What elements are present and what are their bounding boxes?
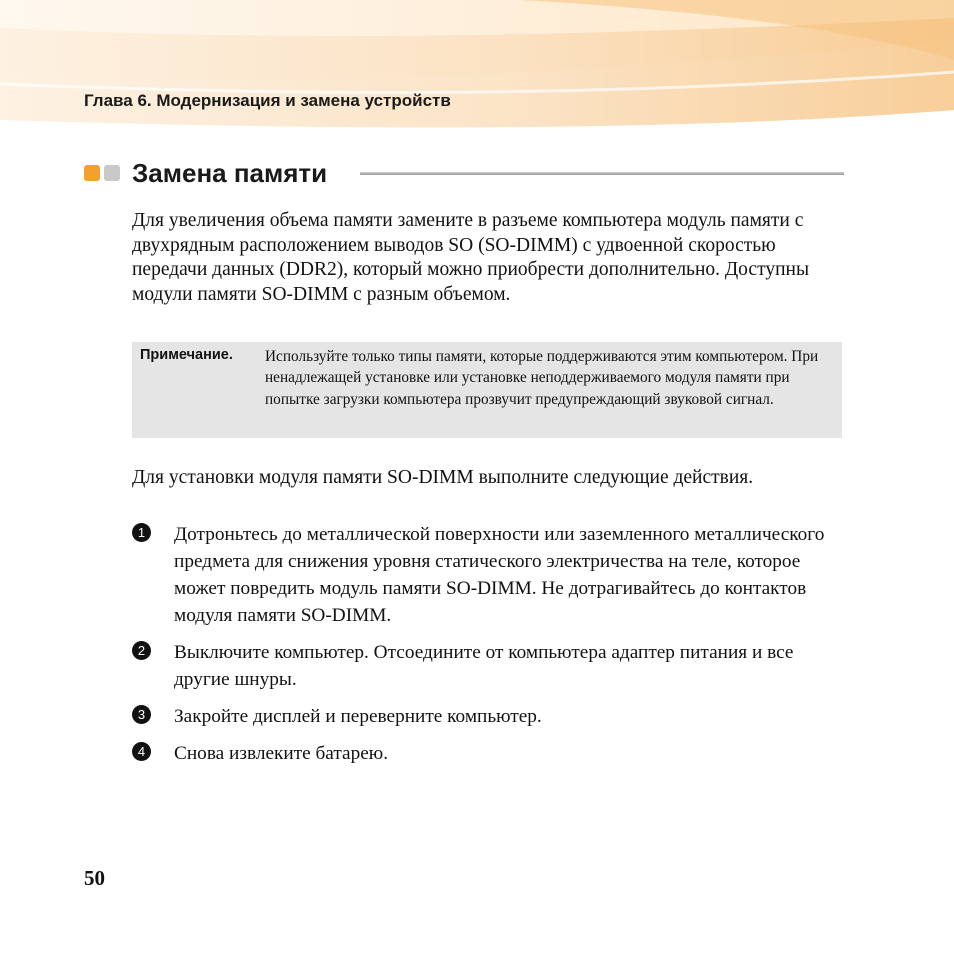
- step-number-badge: 1: [132, 523, 151, 542]
- note-box: [132, 342, 842, 438]
- step-text: Выключите компьютер. Отсоедините от компьютера адаптер питания и все другие шнуры.: [174, 642, 794, 690]
- gray-bullet-icon: [104, 165, 120, 181]
- step-number-badge: 4: [132, 742, 151, 761]
- note-label: Примечание.: [140, 347, 233, 363]
- step-number-badge: 2: [132, 641, 151, 660]
- chapter-title: Глава 6. Модернизация и замена устройств: [84, 91, 451, 110]
- section-title: Замена памяти: [132, 155, 333, 191]
- section-rule: [360, 172, 844, 175]
- intro-paragraph: Для увеличения объема памяти замените в разъеме компьютера модуль памяти с двухрядным расположением выводов SO (SO-DIMM) с удвоенной скоростью передачи данных (DDR2), который можно приобрести дополнительно. Доступны модули памяти SO-DIMM с разным объемом.: [132, 210, 810, 305]
- step-number-badge: 3: [132, 705, 151, 724]
- page-number: 50: [84, 866, 105, 890]
- steps-intro: Для установки модуля памяти SO-DIMM выполните следующие действия.: [132, 467, 754, 488]
- section-header: [84, 155, 844, 191]
- step-text: Закройте дисплей и переверните компьютер.: [174, 706, 542, 727]
- orange-bullet-icon: [84, 165, 100, 181]
- step-text: Снова извлеките батарею.: [174, 743, 389, 764]
- step-text: Дотроньтесь до металлической поверхности или заземленного металлического предмета для снижения уровня статического электричества на теле, которое может повредить модуль памяти SO-DIMM. Не дотрагивайтесь до контактов модуля памяти SO-DIMM.: [174, 524, 825, 626]
- note-text: Используйте только типы памяти, которые поддерживаются этим компьютером. При ненадлежащей установке или установке неподдерживаемого модуля памяти при попытке загрузки компьютера прозвучит предупреждающий звуковой сигнал.: [265, 348, 819, 408]
